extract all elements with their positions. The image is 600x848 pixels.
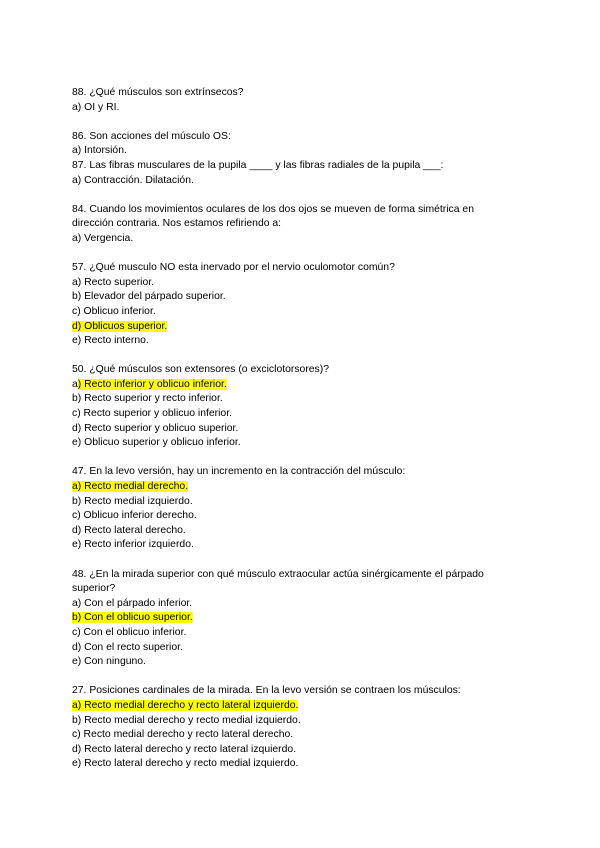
highlighted-answer: d) Oblicuos superior. — [72, 320, 168, 332]
question-block — [72, 465, 534, 553]
answer-option: c) Oblicuo inferior derecho. — [72, 510, 197, 522]
highlighted-answer: ) Recto inferior y oblicuo inferior. — [77, 378, 227, 390]
answer-option: e) Recto inferior izquierdo. — [72, 539, 194, 551]
answer-option: e) Recto interno. — [72, 335, 149, 347]
answer-option: e) Oblicuo superior y oblicuo inferior. — [72, 437, 241, 449]
question-text: 27. Posiciones cardinales de la mirada. En la levo versión se contraen los músculos: — [72, 685, 461, 697]
question-block — [72, 684, 534, 772]
question-block — [72, 86, 534, 115]
question-text: 48. ¿En la mirada superior con qué músculo extraocular actúa sinérgicamente el párpado — [72, 568, 484, 580]
answer-option: a) Con el párpado inferior. — [72, 597, 193, 609]
answer-option — [72, 320, 534, 335]
answer-option: a) Vergencia. — [72, 232, 134, 244]
question-block — [72, 568, 534, 670]
question-text: 88. ¿Qué músculos son extrínsecos? — [72, 87, 244, 98]
answer-option: d) Recto superior y oblicuo superior. — [72, 422, 239, 434]
answer-option: c) Recto superior y oblicuo inferior. — [72, 408, 232, 420]
question-list — [72, 86, 534, 787]
question-text: superior? — [72, 583, 116, 595]
question-block — [72, 363, 534, 451]
question-text: 57. ¿Qué musculo NO esta inervado por el nervio oculomotor común? — [72, 262, 395, 274]
highlighted-answer: a) Recto medial derecho. — [72, 481, 189, 493]
answer-option: b) Recto medial derecho y recto medial izquierdo. — [72, 714, 301, 726]
answer-option — [72, 611, 534, 626]
answer-option: b) Elevador del párpado superior. — [72, 291, 226, 303]
answer-option — [72, 480, 534, 495]
highlighted-answer: a) Recto medial derecho y recto lateral izquierdo. — [72, 699, 299, 711]
answer-option: a) Contracción. Dilatación. — [72, 174, 194, 186]
answer-option: d) Con el recto superior. — [72, 641, 183, 653]
answer-option: a) Intorsión. — [72, 145, 127, 157]
answer-option: e) Recto lateral derecho y recto medial izquierdo. — [72, 758, 299, 770]
question-text: 84. Cuando los movimientos oculares de los dos ojos se mueven de forma simétrica en — [72, 203, 474, 215]
answer-option: b) Recto superior y recto inferior. — [72, 393, 223, 405]
question-text: dirección contraria. Nos estamos refiriendo a: — [72, 218, 282, 230]
answer-option — [72, 699, 534, 714]
answer-option: c) Recto medial derecho y recto lateral derecho. — [72, 729, 294, 741]
answer-option: b) Recto medial izquierdo. — [72, 495, 193, 507]
question-text: 47. En la levo versión, hay un incremento en la contracción del músculo: — [72, 466, 406, 478]
answer-letter: a — [72, 378, 78, 390]
question-block — [72, 130, 534, 159]
question-block — [72, 159, 534, 188]
answer-option: e) Con ninguno. — [72, 656, 146, 668]
answer-option: d) Recto lateral derecho y recto lateral izquierdo. — [72, 743, 297, 755]
highlighted-answer: b) Con el oblicuo superior. — [72, 612, 193, 624]
question-text: 87. Las fibras musculares de la pupila ____ y las fibras radiales de la pupila ___: — [72, 159, 444, 171]
answer-option: a) OI y RI. — [72, 101, 120, 113]
answer-option: d) Recto lateral derecho. — [72, 524, 186, 536]
answer-option: c) Con el oblicuo inferior. — [72, 626, 187, 638]
question-text: 50. ¿Qué músculos son extensores (o exciclotorsores)? — [72, 364, 329, 376]
answer-option — [72, 378, 534, 393]
question-block — [72, 203, 534, 247]
answer-option: a) Recto superior. — [72, 276, 155, 288]
question-text: 86. Son acciones del músculo OS: — [72, 130, 231, 142]
answer-option: c) Oblicuo inferior. — [72, 305, 156, 317]
question-block — [72, 261, 534, 349]
